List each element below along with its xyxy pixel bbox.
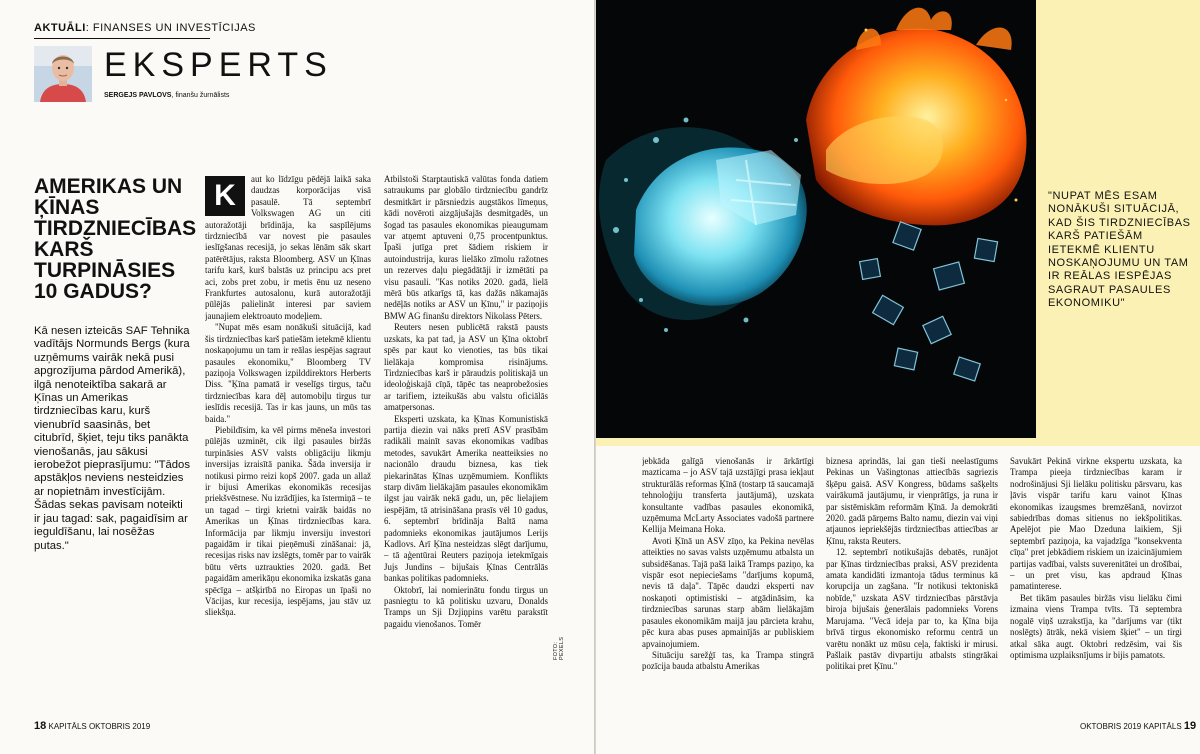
page-number: 18 [34, 720, 47, 732]
kicker-rule [34, 38, 210, 39]
section-title: EKSPERTS [104, 46, 333, 84]
author-name: SERGEJS PAVLOVS [104, 92, 172, 99]
paragraph: Eksperti uzskata, ka Ķīnas Komunistiskā partija diezin vai nāks pretī ASV prasībām radikāli mainīt savas ekonomikas vadības metodes, savukārt Amerika neatteiksies no nacionālo draudu biznesa, kas tiek piekarinātas Ķīnas uzņēmumiem. Konflikts starp divām lielākajām pasaules ekonomikām ilgst jau vairāk nekā gadu, un, pēc lielajiem iespējām, tā atrisināšana prasīs vēl 10 gadus, 6. septembrī brīdināja Baltā nama padomnieks ekonomikas jautājumos Lerijs Kadlovs. Arī Ķīna nesteidzas slēgt darījumu, – tā aģentūrai Reuters paziņoja ietekmīgais Jujs Jundins – bijušais Ķīnas Centrālās bankas politikas padomnieks. [384, 413, 548, 584]
paragraph: Piebildīsim, ka vēl pirms mēneša investori pūlējās uzminēt, cik ilgi pasaules biržās turpināsies ASV valsts obligāciju likmju inversijas izraisītā panika. Šāda inversija ir notikusi pirmo reizi kopš 2007. gada un allaž ir bijusi Amerikas ekonomikās recesijas priekšvēstnese. Nu izrādījies, ka īstermiņā – te un tagad – tirgi krietni vairāk baidās no Amerikas un Ķīnas tirdzniecības kara. Informācija par likmju inversiju investori pagaidām ir tikai pieņēmuši zināšanai: jā, recesijas risks nav izslēgts, tomēr par to vairāk būtu vērts uztraukties 2020. gadā. Bet pagaidām amerikāņu ekonomika izskatās gana spēcīga – atšķirībā no Eiropas un īpaši no Vācijas, kur recesija, iespējams, jau stāv uz sliekšņa. [205, 424, 371, 618]
fire-ice-fists-photo [596, 0, 1036, 438]
paragraph: Oktobrī, lai nomierinātu fondu tirgus un pasniegtu to kā politisku uzvaru, Donalds Tramps un Sji Dzjiņpins varētu parakstīt pagaidu vienošanos. Tomēr [384, 584, 548, 629]
paragraph: "Nupat mēs esam nonākuši situācijā, kad šis tirdzniecības karš patiešām ietekmē klientu noskaņojumu un tam ir reālas iespējas sagraut pasaules ekonomiku," Bloomberg TV paziņoja Volkswagen izpilddirektors Herberts Diss. "Ķīna pamatā ir veselīgs tirgus, taču tirdzniecības kara dēļ automobiļu tirgus tur ieslīdis recesijā. Tas ir kas jauns, un mūs tas baida." [205, 322, 371, 424]
highlight-strip [596, 438, 1200, 446]
paragraph: 12. septembrī notikušajās debatēs, runājot par Ķīnas tirdzniecības praksi, ASV prezidenta amata kandidāti izmantoja tādus terminus kā korupcija un zagšana. "Ir notikusi tektoniskā nobīde," uzskata ASV tirdzniecības pārstāvja biroja bijušais ģenerālais padomnieks Vorens Marujama. "Vecā ideja par to, ka Ķīna bija brīvā tirgus ekonomisko reformu centrā un varētu nonākt uz mūsu ceļa, faktiski ir mirusi. Pašlaik pastāv divpartiju atbalsts stingrākai politikai pret Ķīnu." [826, 547, 998, 672]
paragraph: biznesa aprindās, lai gan tieši neelastīgums Pekinas un Vašingtonas attiecībās sagriezis šķēpu gaisā. ASV Kongress, būdams sašķelts vairākumā jautājumu, ir vienprātīgs, ja runa ir par sistēmiskām reformām Ķīnā. Ja demokrāti 2020. gadā pārņems Balto namu, diezin vai viņi atjaunos iepriekšējās tirdzniecības attiecības ar Ķīnu, raksta Reuters. [826, 456, 998, 546]
text-column-5 [1010, 456, 1182, 718]
author-photo [34, 46, 92, 102]
byline [104, 92, 229, 99]
author-role: , finanšu žurnālists [171, 92, 230, 99]
paragraph: jebkāda galīgā vienošanās ir ārkārtīgi mazticama – jo ASV tajā uzstājīgi prasa iekļaut strukturālās reformas Ķīnā (tostarp tā saucamajā tehnoloģiju transferta jautājumā), uzskata konsultante vadības pasaules ekonomikā, uzņēmuma McLarty Associates vadošā partnere Kellija Meimana Hoka. [642, 456, 814, 535]
paragraph: Bet tikām pasaules biržās visu lielāku čimi izmaina viens Trampa tvīts. Tā septembra nogalē viņš uzrakstīja, ka "darījums var (tikt noslēgts) ātrāk, nekā visiem šķiet" – un tirgi atkal sāka augt. Oktobri redzēsim, vai šis optimisma uzplaiksnījums ir bijis pamatots. [1010, 592, 1182, 660]
left-page [0, 0, 596, 754]
paragraph: Reuters nesen publicētā rakstā pausts uzskats, ka pat tad, ja ASV un Ķīna oktobrī spēs par kaut ko vienoties, tas būs tikai lielākaja kompromisa risinājums. Tirdzniecības karš ir pāraudzis politiskajā un ideoloģiskajā cīņā, tāpēc tas neaprobežosies ar tarifiem, izteikušās abu valstu oficiālās amatpersonas. [384, 322, 548, 413]
paragraph: Atbilstoši Starptautiskā valūtas fonda datiem satraukums par globālo tirdzniecību gandrīz desmitkārt ir pārsniedzis augstākos līmeņus, kādi novēroti aizgājušajās desmitgadēs, un šogad tas pasaules ekonomikas pieaugumam var atņemt aptuveni 0,75 procentpunktus. Īpaši jutīga pret šādiem riskiem ir autoindustrija, kuras lielāko zīmolu ražotnes un rezerves daļu piegādātāji ir izmētāti pa visu pasauli. "Kas notiks 2020. gadā, lielā mērā būs atkarīgs tā, kas dažās nākamajās nedēļās notiks ar ASV un Ķīnu," ir paziņojis BMW AG finanšu direktors Nikolass Pēters. [384, 174, 548, 321]
kicker-section: AKTUĀLI [34, 22, 86, 34]
kicker-subsection: : FINANSES UN INVESTĪCIJAS [85, 22, 256, 34]
folio-text: OKTOBRIS 2019 KAPITĀLS [1080, 722, 1182, 731]
drop-cap: K [205, 176, 245, 216]
article-intro: Kā nesen izteicās SAF Tehnika vadītājs Normunds Bergs (kura uzņēmums vairāk nekā pusi apgrozījuma pārdod Amerikā), ilgā nenoteiktība sakarā ar Ķīnas un Amerikas tirdzniecības karu, kurš vienubrīd saasinās, bet citubrīd, šķiet, teju tiks panākta vienošanās, jau sākusi ierobežot pieprasījumu: "Tādos apstākļos neviens nesteidzies ar nopietnām investīcijām. Šādas sekas pavisam noteikti ir jau tagad: sak, pagaidīsim ar ieguldīšanu, lai nosēžas putas." [34, 325, 190, 552]
text-column-2 [384, 174, 548, 724]
paragraph: Situāciju sarežģī tas, ka Trampa stingrā pozīcija bauda atbalstu Amerikas [642, 649, 814, 672]
text-column-3 [642, 456, 814, 718]
right-folio [1080, 720, 1196, 732]
kicker [34, 22, 256, 34]
paragraph: aut ko līdzīgu pēdējā laikā saka daudzas korporācijas visā pasaulē. Tā septembrī Volkswagen AG un citi autoražotāji brīdināja, ka saspīlējums tirdzniecībā var novest pie pasaules ieslīgšanas recesijā, jo sekas lēnām sāk skart patērētājus, raksta Bloomberg. ASV un Ķīnas tarifu karš, kurš balstās uz principu acs pret aci, zobs pret zobu, ir metis ēnu uz neseno Frankfurtes autosalonu, kurā autoražotāji pūlējās palielināt interesi par saviem jaunajiem elektroauto modeļiem. [205, 174, 371, 321]
text-column-4 [826, 456, 998, 718]
paragraph: Savukārt Pekinā virkne ekspertu uzskata, ka Trampa pieeja tirdzniecības karam ir nodrošinājusi Sji lielāku politisku pārsvaru, kas ļāvis vispār tarifu karu vainot Ķīnas ekonomikas izaugsmes bremzēšanā, novirzot sabiedrības domas sitienus no iekšpolitikas. Apelējot pie Mao Dzeduna laikiem, Sji septembrī paziņoja, ka vajadzīga "konsekventa cīņa" pret jebkādiem riskiem un izaicinājumiem partijas vadībai, valsts suverenitātei un drošībai, – un pret visu, kas apdraud Ķīnas pamatinterese. [1010, 456, 1182, 592]
folio-text: KAPITĀLS OKTOBRIS 2019 [48, 722, 151, 731]
page-number: 19 [1183, 720, 1197, 732]
pull-quote: "NUPAT MĒS ESAM NONĀKUŠI SITUĀCIJĀ, KAD ŠIS TIRDZNIECĪBAS KARŠ PATIEŠĀM IETEKMĒ KLIENTU NOSKAŅOJUMU UN TAM IR REĀLAS IESPĒJAS SAGRAUT PASAULES EKONOMIKU" [1048, 190, 1191, 310]
right-page [596, 0, 1200, 754]
photo-credit: FOTO: PEXELS [553, 636, 565, 660]
left-folio [34, 720, 150, 732]
text-column-1 [205, 174, 371, 724]
paragraph: Avoti Ķīnā un ASV zīņo, ka Pekina nevēlas atteikties no savas valsts uzņēmumu atbalsta un subsidēšanas. Tajā pašā laikā Tramps paziņo, ka vispār esot nepieciešams "darījums kopumā, nevis tā daļa". Tāpēc daudzi eksperti nav noskaņoti optimistiski – atgādināsim, ka tirdzniecības sarunas starp abām lielākajām pasaules ekonomikām maijā jau pārcieta krahu, pēc kura abas puses apmainījās ar publiskiem apvainojumiem. [642, 535, 814, 649]
article-headline: AMERIKAS UN ĶĪNAS TIRDZNIECĪBAS KARŠ TURPINĀSIES 10 GADUS? [34, 175, 197, 303]
